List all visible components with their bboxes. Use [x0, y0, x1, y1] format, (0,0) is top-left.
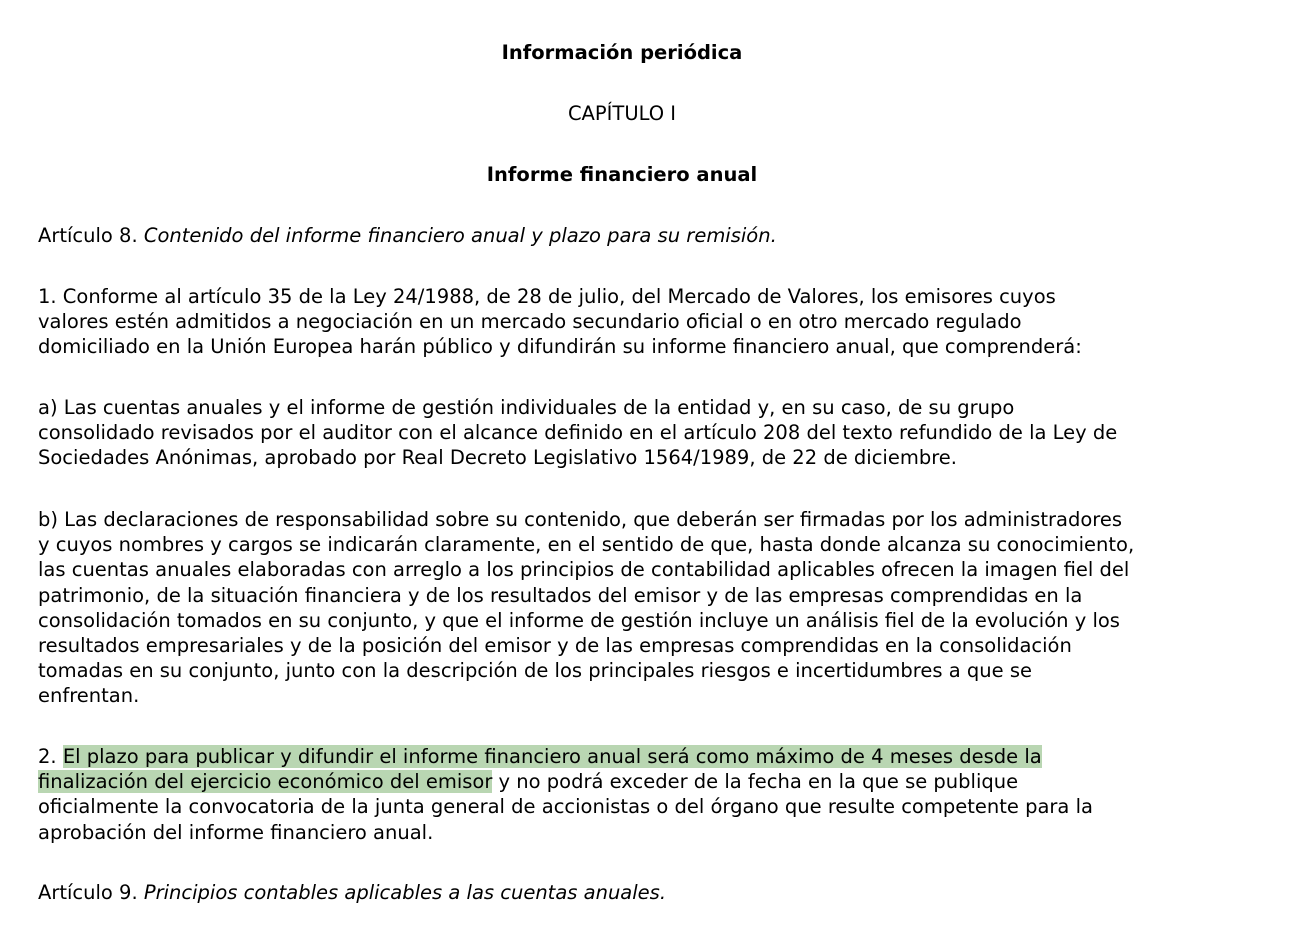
paragraph-line: y cuyos nombres y cargos se indicarán claramente, en el sentido de que, hasta donde alcanza su conocimiento,	[38, 533, 1135, 557]
paragraph-line: resultados empresariales y de la posición del emisor y de las empresas comprendidas en la consolidación	[38, 634, 1072, 658]
highlighted-text[interactable]: El plazo para publicar y difundir el informe financiero anual será como máximo de 4 meses desde la	[62, 745, 1042, 768]
paragraph-line: domiciliado en la Unión Europea harán público y difundirán su informe financiero anual, que comprenderá:	[38, 335, 1082, 359]
paragraph-line: aprobación del informe financiero anual.	[38, 820, 434, 844]
paragraph-line: consolidado revisados por el auditor con el alcance definido en el artículo 208 del texto refundido de la Ley de	[38, 421, 1118, 445]
highlighted-text[interactable]: finalización del ejercicio económico del emisor	[38, 770, 493, 794]
paragraph-a	[38, 395, 1218, 471]
paragraph-b	[38, 507, 1218, 709]
article-8-title: Contenido del informe financiero anual y plazo para su remisión.	[143, 224, 777, 247]
paragraph-line: enfrentan.	[38, 684, 140, 708]
paragraph-line: tomadas en su conjunto, junto con la descripción de los principales riesgos e incertidumbres a que se	[38, 659, 1032, 683]
section-title: Información periódica	[501, 41, 743, 64]
paragraph-line: valores estén admitidos a negociación en un mercado secundario oficial o en otro mercado regulado	[38, 310, 1022, 334]
article-9-heading	[38, 880, 1218, 905]
chapter-label: CAPÍTULO I	[567, 102, 677, 125]
paragraph-line: b) Las declaraciones de responsabilidad sobre su contenido, que deberán ser firmadas por los administradores	[38, 508, 1123, 531]
paragraph-2-text: y no podrá exceder de la fecha en la que se publique	[492, 770, 1019, 794]
paragraph-line: a) Las cuentas anuales y el informe de gestión individuales de la entidad y, en su caso, de su grupo	[38, 396, 1015, 419]
article-9-label: Artículo 9.	[38, 881, 138, 904]
paragraph-line: patrimonio, de la situación financiera y de los resultados del emisor y de las empresas comprendidas en la	[38, 583, 1083, 607]
paragraph-line: las cuentas anuales elaboradas con arreglo a los principios de contabilidad aplicables ofrecen la imagen fiel del	[38, 558, 1130, 582]
paragraph-line: 1. Conforme al artículo 35 de la Ley 24/1988, de 28 de julio, del Mercado de Valores, los emisores cuyos	[38, 285, 1056, 308]
paragraph-line: consolidación tomados en su conjunto, y que el informe de gestión incluye un análisis fiel de la evolución y los	[38, 608, 1120, 632]
paragraph-2	[38, 744, 1218, 845]
paragraph-1	[38, 284, 1218, 360]
article-8-heading	[38, 223, 1218, 248]
article-9-title: Principios contables aplicables a las cuentas anuales.	[143, 881, 667, 904]
paragraph-line: Sociedades Anónimas, aprobado por Real Decreto Legislativo 1564/1989, de 22 de diciembre.	[38, 446, 957, 470]
paragraph-2-number: 2.	[38, 745, 63, 768]
chapter-title: Informe financiero anual	[486, 163, 758, 186]
paragraph-line: oficialmente la convocatoria de la junta general de accionistas o del órgano que resulte competente para la	[38, 795, 1093, 819]
article-8-label: Artículo 8.	[38, 224, 138, 247]
